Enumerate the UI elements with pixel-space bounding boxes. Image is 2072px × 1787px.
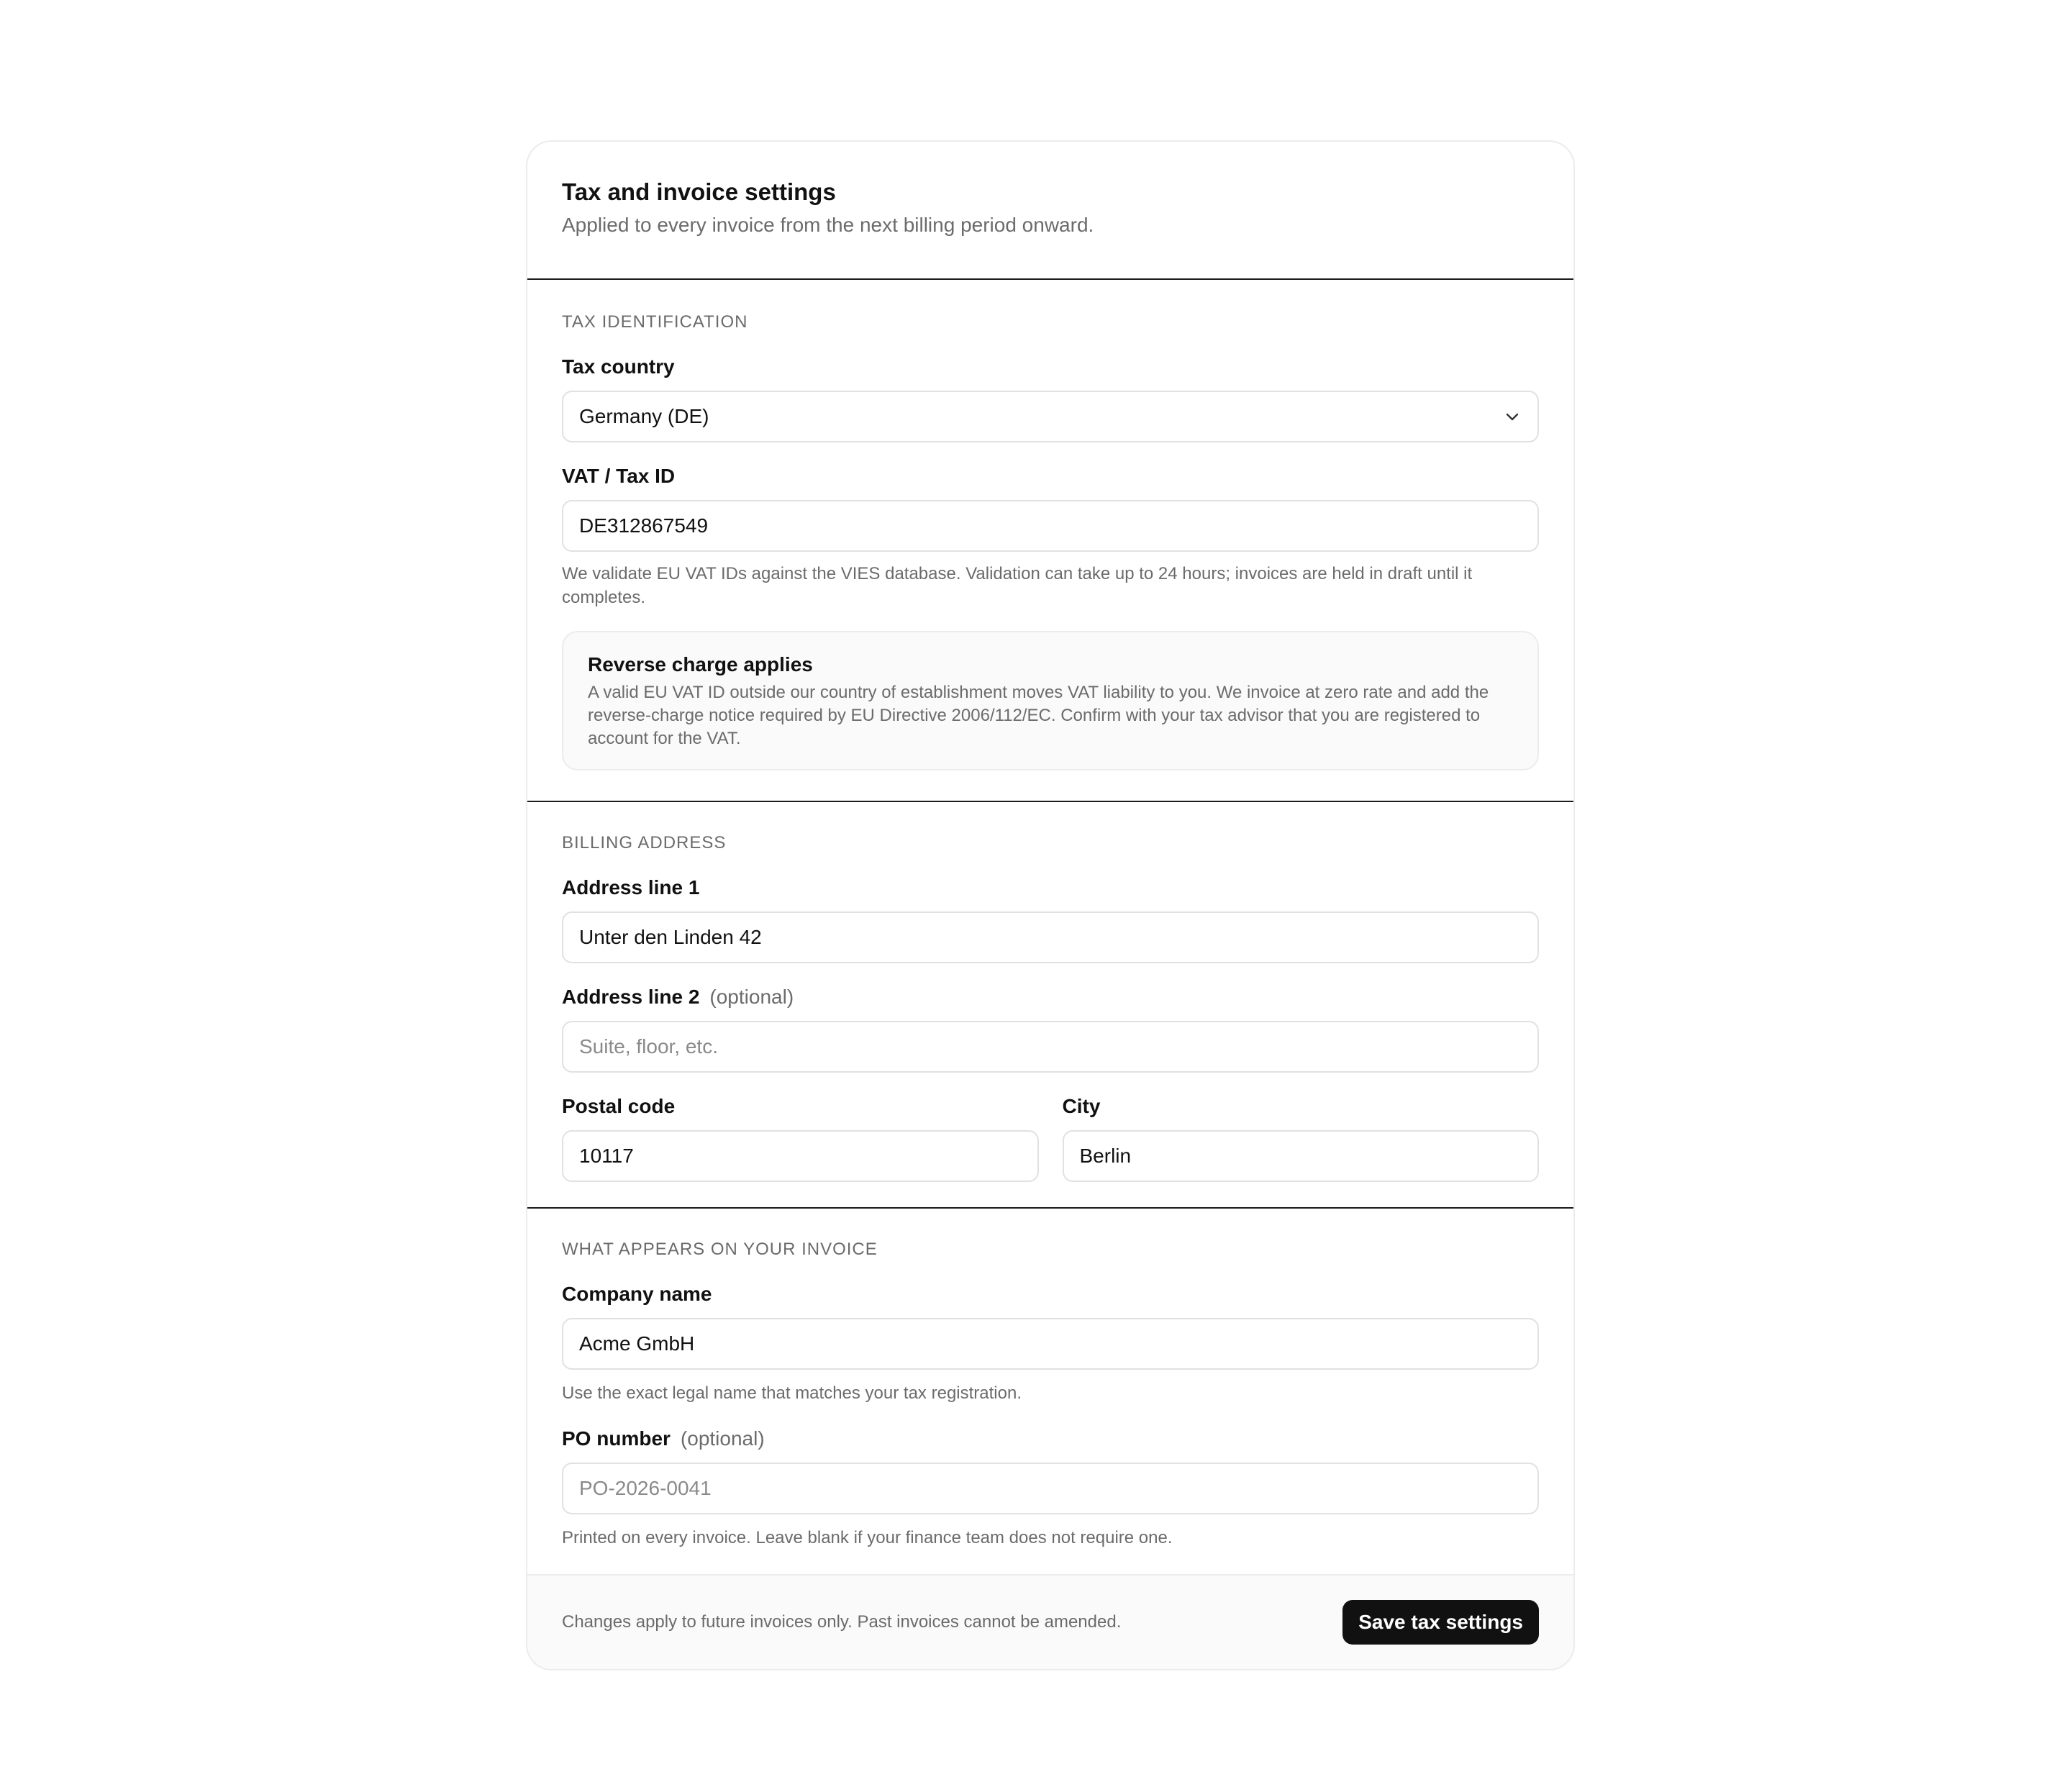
city-field <box>1063 1094 1540 1182</box>
vat-id-input[interactable] <box>562 500 1539 552</box>
footer-note: Changes apply to future invoices only. Past invoices cannot be amended. <box>562 1612 1122 1632</box>
tax-settings-card <box>526 140 1575 1670</box>
city-label: City <box>1062 1095 1101 1117</box>
billing-address-section <box>527 802 1573 1209</box>
reverse-charge-notice <box>562 631 1539 770</box>
company-name-label: Company name <box>562 1283 712 1305</box>
card-footer <box>527 1574 1573 1669</box>
vat-id-label: VAT / Tax ID <box>562 465 676 487</box>
card-header <box>527 142 1573 280</box>
section-heading-invoice: WHAT APPEARS ON YOUR INVOICE <box>562 1240 878 1259</box>
tax-country-label: Tax country <box>562 355 675 378</box>
postal-city-row <box>562 1094 1539 1182</box>
vat-id-help: We validate EU VAT IDs against the VIES database. Validation can take up to 24 hours; invoices are held in draft until it completes. <box>562 564 1473 607</box>
address-line2-label <box>562 985 1539 1009</box>
tax-identification-section <box>527 280 1573 802</box>
reverse-charge-title: Reverse charge applies <box>588 653 813 676</box>
tax-country-select[interactable] <box>562 391 1539 442</box>
postal-code-input[interactable] <box>562 1130 1039 1182</box>
page-subtitle: Applied to every invoice from the next billing period onward. <box>562 214 1094 236</box>
tax-country-value: Germany (DE) <box>579 405 709 427</box>
invoice-section <box>527 1209 1573 1550</box>
address-line1-label: Address line 1 <box>562 876 700 899</box>
po-number-label <box>562 1427 1539 1451</box>
po-number-input[interactable] <box>562 1463 1539 1514</box>
company-name-help: Use the exact legal name that matches your tax registration. <box>562 1383 1022 1403</box>
save-tax-settings-button[interactable]: Save tax settings <box>1342 1600 1539 1645</box>
address-line2-optional: (optional) <box>709 986 794 1008</box>
po-number-help: Printed on every invoice. Leave blank if your finance team does not require one. <box>562 1528 1173 1547</box>
section-heading-tax-identification: TAX IDENTIFICATION <box>562 312 748 332</box>
address-line1-input[interactable] <box>562 911 1539 963</box>
chevron-down-icon <box>1504 409 1520 424</box>
city-input[interactable] <box>1063 1130 1540 1182</box>
address-line2-label-text: Address line 2 <box>562 986 700 1008</box>
po-number-label-text: PO number <box>562 1427 671 1450</box>
po-number-optional: (optional) <box>680 1427 765 1450</box>
postal-code-label: Postal code <box>562 1095 676 1117</box>
postal-code-field <box>562 1094 1039 1182</box>
company-name-input[interactable] <box>562 1318 1539 1370</box>
reverse-charge-body: A valid EU VAT ID outside our country of establishment moves VAT liability to you. We invoice at zero rate and add the reverse-charge notice required by EU Directive 2006/112/EC. Confirm with your tax advisor that you are registered to account for the VAT. <box>588 683 1489 748</box>
page-title: Tax and invoice settings <box>562 178 836 205</box>
section-heading-billing-address: BILLING ADDRESS <box>562 833 727 852</box>
address-line2-input[interactable] <box>562 1021 1539 1073</box>
